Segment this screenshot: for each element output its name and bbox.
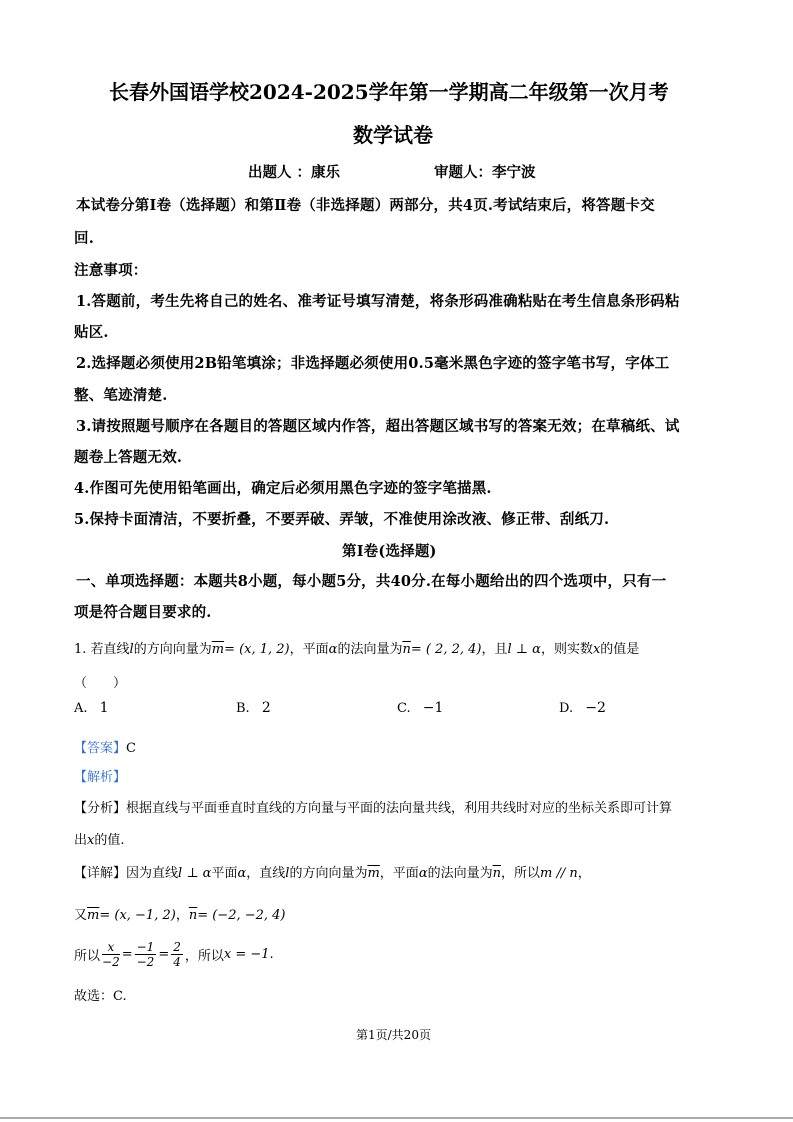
detail-alpha-1: α <box>237 866 247 881</box>
q1-text-3: ，平面 <box>289 642 329 657</box>
detail-line-2: 又$\overline{m}= (x$, −1, 2)，$\overline{n}= (-2$, −2, 4) <box>74 908 286 923</box>
detail-line-1: 【详解】因为直线l ⊥ α平面α，直线l的方向向量为$\overline{m}$，平面α的法向量为$\overline{n}$，所以m // n， <box>74 866 591 881</box>
notice-item-5: 5.保持卡面清洁，不要折叠，不要弄破、弄皱，不准使用涂改液、修正带、刮纸刀. <box>74 511 610 528</box>
q1-text-4: 的法向量为 <box>337 642 403 657</box>
answer-line <box>74 737 136 756</box>
answer-tag: 【答案】 <box>74 741 127 756</box>
q1-option-b-value: 2 <box>261 700 271 716</box>
answer-value: C <box>126 741 136 756</box>
q1-vector-n: $\overline{n}$ <box>402 642 411 657</box>
fenxi-tag: 【分析】 <box>74 801 127 816</box>
detail-n-value: = (−2, −2, 4) <box>197 908 286 923</box>
fraction-2-num: −1 <box>136 940 155 954</box>
detail-suoyi-2: ，所以 <box>184 949 224 964</box>
q1-option-d-value: −2 <box>585 700 606 716</box>
fraction-3 <box>171 940 183 969</box>
author-label: 出题人 ：康乐 <box>248 164 341 181</box>
q1-option-d <box>559 700 606 716</box>
detail-line-3: 所以 $\frac{x}{-2}$ = $\frac{-1}{-2}$ = $\frac{2}{4}$ ，所以x = −1. <box>74 940 274 969</box>
notice-item-2-line-2: 整、笔迹清楚. <box>74 387 168 404</box>
question-1-stem <box>74 638 639 657</box>
intro-line-1: 本试卷分第Ⅰ卷（选择题）和第Ⅱ卷（非选择题）两部分，共4页.考试结束后，将答题卡交 <box>76 197 655 214</box>
detail-n: $\overline{n}$ <box>492 866 501 881</box>
q1-option-c <box>397 700 443 716</box>
detail-m-2: $\overline{m}$ <box>87 908 100 923</box>
q1-vector-m-value: = (x, 1, 2) <box>224 642 290 657</box>
q1-text-5: ，且 <box>481 642 508 657</box>
fraction-1-num: x <box>102 940 120 955</box>
notice-title: 注意事项： <box>74 262 148 279</box>
fenxi-line-2 <box>74 829 125 848</box>
q1-text-7: 的值是 <box>600 642 640 657</box>
detail-text-3: ，直线 <box>246 866 286 881</box>
detail-l: l <box>285 866 290 881</box>
q1-option-c-value: −1 <box>422 700 444 716</box>
q1-option-a-value: 1 <box>99 700 109 716</box>
detail-parallel: m // n <box>540 866 578 881</box>
fraction-1-den: −2 <box>102 955 120 969</box>
section-desc-2: 项是符合题目要求的. <box>74 604 212 621</box>
q1-text-6: ，则实数 <box>540 642 593 657</box>
q1-answer-parens: （ ） <box>74 676 127 691</box>
notice-item-4: 4.作图可先使用铅笔画出，确定后必须用黑色字迹的签字笔描黑. <box>74 480 492 497</box>
fenxi-text-2b: 的值. <box>94 833 125 848</box>
fenxi-line-1 <box>74 797 672 816</box>
q1-option-d-label: D. <box>559 701 574 716</box>
document-title: 长春外国语学校2024-2025学年第一学期高二年级第一次月考 <box>109 80 669 104</box>
notice-item-1-line-1: 1.答题前，考生先将自己的姓名、准考证号填写清楚，将条形码准确粘贴在考生信息条形码粘 <box>76 293 680 310</box>
fraction-3-num: 2 <box>173 940 181 954</box>
notice-item-3-line-2: 题卷上答题无效. <box>74 449 183 466</box>
detail-text-7: ，所以 <box>500 866 540 881</box>
fenxi-var-x: x <box>87 833 95 848</box>
detail-m: $\overline{m}$ <box>367 866 380 881</box>
section-title: 第Ⅰ卷(选择题) <box>342 543 437 560</box>
analysis-tag: 【解析】 <box>74 770 127 785</box>
detail-tag: 【详解】 <box>74 866 127 881</box>
detail-suoyi: 所以 <box>74 949 101 964</box>
choice-line: 故选：C. <box>74 989 127 1004</box>
detail-m-value: = (x, −1, 2) <box>99 908 176 923</box>
detail-result: x = −1 <box>223 947 270 962</box>
detail-text-5: ，平面 <box>379 866 419 881</box>
detail-text-2: 平面 <box>211 866 238 881</box>
intro-line-2: 回. <box>74 230 94 247</box>
fenxi-text-2a: 出 <box>74 833 88 848</box>
fraction-2 <box>135 940 157 969</box>
fraction-2-den: −2 <box>136 955 155 969</box>
detail-perp-l: l ⊥ α <box>178 866 212 881</box>
detail-n-2: $\overline{n}$ <box>188 908 198 923</box>
q1-var-x: x <box>592 642 601 657</box>
reviewer-label: 审题人：李宁波 <box>434 164 536 181</box>
q1-text-2: 的方向向量为 <box>133 642 212 657</box>
q1-option-a <box>74 700 109 716</box>
detail-text-1: 因为直线 <box>126 866 179 881</box>
q1-perp-condition: l ⊥ α <box>507 642 541 657</box>
page-number: 第1页/共20页 <box>356 1028 431 1042</box>
q1-plane-alpha: α <box>328 642 338 657</box>
notice-item-1-line-2: 贴区. <box>74 324 109 341</box>
detail-you: 又 <box>74 908 88 923</box>
q1-text-1: 1. 若直线 <box>74 642 130 657</box>
q1-vector-m: $\overline{m}$ <box>211 642 225 657</box>
fraction-3-den: 4 <box>173 955 181 969</box>
notice-item-2-line-1: 2.选择题必须使用2B铅笔填涂；非选择题必须使用0.5毫米黑色字迹的签字笔书写，字体工 <box>76 355 670 372</box>
bottom-divider <box>0 1117 793 1119</box>
section-desc-1: 一、单项选择题：本题共8小题，每小题5分，共40分.在每小题给出的四个选项中，只有一 <box>76 573 667 590</box>
q1-line-l: l <box>129 642 134 657</box>
document-subtitle: 数学试卷 <box>353 123 433 147</box>
q1-vector-n-value: = ( 2, 2, 4) <box>410 642 482 657</box>
q1-option-c-label: C. <box>397 701 411 716</box>
q1-option-b <box>236 700 271 716</box>
detail-period: . <box>269 947 274 962</box>
detail-text-4: 的方向向量为 <box>289 866 368 881</box>
detail-alpha-2: α <box>418 866 428 881</box>
fraction-1 <box>102 940 120 969</box>
detail-text-6: 的法向量为 <box>427 866 493 881</box>
notice-item-3-line-1: 3.请按照题号顺序在各题目的答题区域内作答，超出答题区域书写的答案无效；在草稿纸、试 <box>76 418 680 435</box>
q1-option-a-label: A. <box>74 701 88 716</box>
fenxi-text-1: 根据直线与平面垂直时直线的方向量与平面的法向量共线，利用共线时对应的坐标关系即可计算 <box>126 801 673 816</box>
q1-option-b-label: B. <box>236 701 250 716</box>
